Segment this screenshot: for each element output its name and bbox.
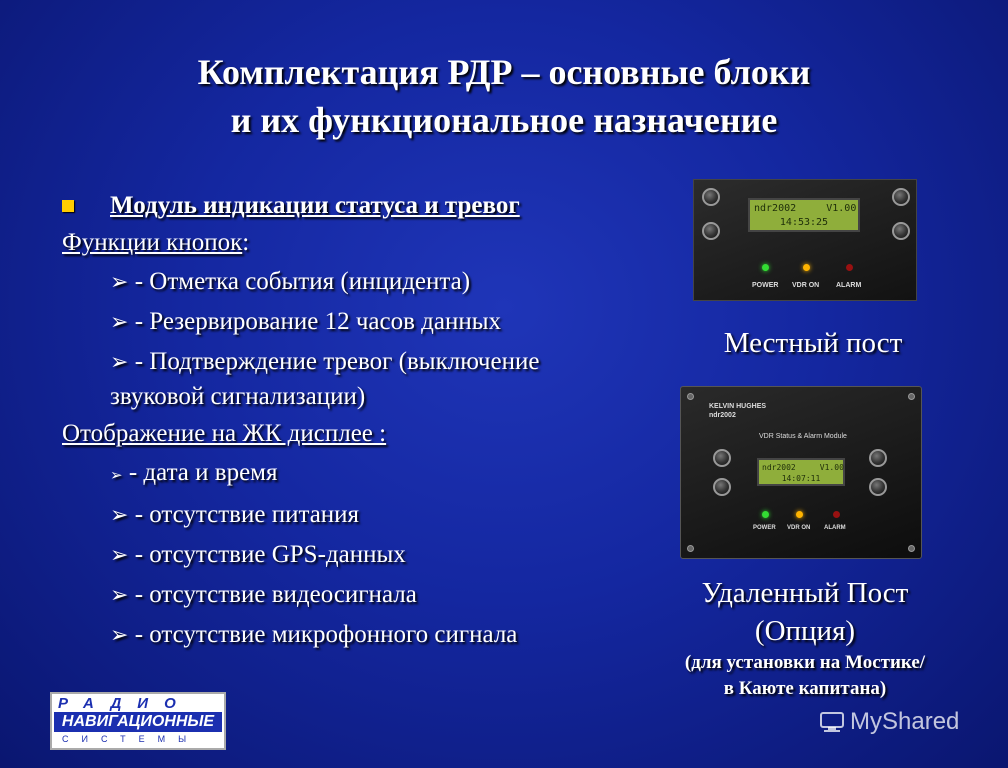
- local-lcd-display: [748, 198, 860, 232]
- logo-line3: СИСТЕМЫ: [62, 734, 200, 744]
- list-item: [62, 535, 662, 575]
- square-bullet-icon: [62, 200, 74, 212]
- local-post-caption: Местный пост: [723, 327, 903, 359]
- lcd-heading: Отображение на ЖК дисплее :: [62, 420, 387, 447]
- list-item-text: - отсутствие GPS-данных: [134, 541, 406, 568]
- vdr-on-led-icon: [796, 511, 803, 518]
- buttons-heading-colon: :: [242, 229, 250, 256]
- knob-icon: [892, 222, 910, 240]
- screw-icon: [908, 545, 915, 552]
- knob-icon: [702, 222, 720, 240]
- arrow-icon: ➢: [110, 623, 129, 648]
- content-list: [62, 188, 662, 655]
- local-post-device-image: [693, 179, 917, 301]
- knob-icon: [713, 449, 731, 467]
- led-label: POWER: [753, 525, 776, 531]
- remote-post-device-image: [680, 386, 922, 559]
- led-label: VDR ON: [792, 282, 820, 289]
- alarm-led-icon: [833, 511, 840, 518]
- module-heading: [62, 188, 662, 224]
- logo-line2: НАВИГАЦИОННЫЕ: [54, 712, 222, 732]
- alarm-led-icon: [846, 264, 853, 271]
- vdr-on-led-icon: [803, 264, 810, 271]
- list-item-text: - отсутствие микрофонного сигнала: [134, 621, 518, 648]
- knob-icon: [713, 478, 731, 496]
- model-label: ndr2002: [709, 412, 736, 419]
- remote-lcd-display: [757, 458, 845, 486]
- list-item: [62, 453, 662, 495]
- arrow-icon: ➢: [110, 350, 129, 375]
- list-item: [62, 575, 662, 615]
- arrow-icon: ➢: [110, 310, 129, 335]
- arrow-icon: ➢: [110, 543, 129, 568]
- slide-title-line2: и их функциональное назначение: [230, 100, 778, 140]
- list-item-text: - Отметка события (инцидента): [134, 268, 471, 295]
- power-led-icon: [762, 264, 769, 271]
- watermark-text: MyShared: [850, 708, 960, 735]
- led-label: POWER: [752, 282, 779, 289]
- led-label: VDR ON: [787, 525, 811, 531]
- knob-icon: [892, 188, 910, 206]
- led-label: ALARM: [836, 282, 862, 289]
- slide-title-line1: Комплектация РДР – основные блоки: [197, 52, 811, 92]
- list-item: [62, 262, 662, 302]
- lcd-line1: ndr2002 V1.00: [754, 203, 857, 214]
- list-item: [62, 615, 662, 655]
- arrow-icon: ➢: [110, 466, 123, 484]
- buttons-heading-text: Функции кнопок: [62, 229, 243, 256]
- module-label: VDR Status & Alarm Module: [759, 433, 847, 440]
- remote-caption-line4: в Каюте капитана): [723, 678, 887, 699]
- screw-icon: [687, 545, 694, 552]
- knob-icon: [702, 188, 720, 206]
- list-item: [62, 342, 662, 382]
- screw-icon: [908, 393, 915, 400]
- list-item-continuation: звуковой сигнализации): [110, 383, 366, 410]
- remote-post-caption: [660, 574, 950, 702]
- arrow-icon: ➢: [110, 270, 129, 295]
- myshared-watermark: [818, 704, 998, 740]
- lcd-line2: 14:53:25: [779, 217, 829, 228]
- list-item-text: - отсутствие видеосигнала: [134, 581, 417, 608]
- remote-caption-line1: Удаленный Пост: [701, 577, 909, 609]
- led-label: ALARM: [824, 525, 846, 531]
- list-item-text: - Подтверждение тревог (выключение: [134, 348, 540, 375]
- screw-icon: [687, 393, 694, 400]
- slide-title: [0, 48, 1008, 144]
- lcd-line2: 14:07:11: [781, 474, 821, 483]
- arrow-icon: ➢: [110, 583, 129, 608]
- buttons-heading: [62, 224, 662, 262]
- remote-caption-line2: (Опция): [754, 615, 856, 647]
- myshared-logo-icon: [818, 711, 846, 735]
- knob-icon: [869, 478, 887, 496]
- list-item-text: - Резервирование 12 часов данных: [134, 308, 502, 335]
- list-item: [62, 495, 662, 535]
- radio-navigation-systems-logo: [50, 692, 226, 750]
- knob-icon: [869, 449, 887, 467]
- lcd-line1: ndr2002 V1.00: [762, 463, 844, 472]
- arrow-icon: ➢: [110, 503, 129, 528]
- brand-label: KELVIN HUGHES: [709, 403, 767, 410]
- list-item-text: - отсутствие питания: [134, 501, 360, 528]
- list-item: [62, 302, 662, 342]
- remote-caption-line3: (для установки на Мостике/: [684, 652, 926, 673]
- list-item-text: - дата и время: [128, 459, 278, 486]
- module-heading-text: Модуль индикации статуса и тревог: [110, 192, 520, 219]
- logo-line1: РАДИО: [58, 695, 192, 712]
- power-led-icon: [762, 511, 769, 518]
